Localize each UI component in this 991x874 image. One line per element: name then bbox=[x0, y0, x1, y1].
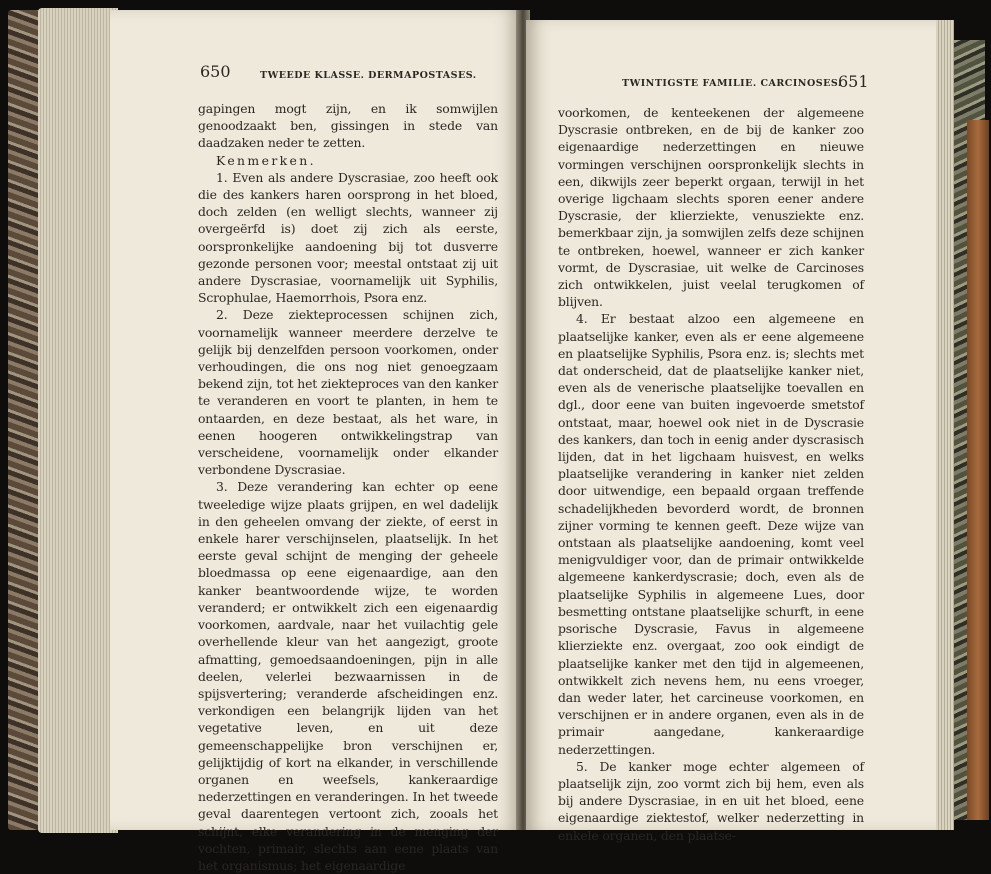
page-edges-left bbox=[38, 8, 118, 833]
right-page bbox=[526, 20, 936, 843]
paragraph: gapingen mogt zijn, en ik somwijlen genoodzaakt ben, gissingen in stede van daadzaken neder te zetten. bbox=[198, 101, 498, 151]
paragraph: 3. Deze verandering kan echter op eene tweeledige wijze plaats grijpen, en wel dadelijk in den geheelen omvang der ziekte, of eerst in enkele harer verschijnselen, plaatselijk. In het eerste geval schijnt de menging der geheele bloedmassa op eene eigenaardige, aan den kanker beantwoordende wijze, te worden veranderd; er ontwikkelt zich een eigenaardig voorkomen, aardvale, naar het vuilachtig gele overhellende kleur van het aangezigt, groote afmatting, gemoedsaandoeningen, pijn in alle deelen, velerlei bezwaarnissen in de spijsvertering; veranderde afscheidingen enz. verkondigen een belangrijk lijden van het vegetative leven, en uit deze gemeenschappelijke bron verschijnen er, gelijktijdig of kort na elkander, in verschillende organen en weefsels, kankeraardige nederzettingen en veranderingen. In het tweede geval daarentegen vertoont zich, zooals het schijnt, elke verandering in de menging der vochten, primair, slechts aan eene plaats van het organismus; het eigenaardige bbox=[198, 479, 498, 873]
page-number: 651 bbox=[838, 72, 869, 91]
left-page bbox=[110, 10, 520, 873]
paragraph: 2. Deze ziekteprocessen schijnen zich, voornamelijk wanneer meerdere derzelve te gelijk bij denzelfden persoon voorkomen, onder verhoudingen, die ons nog niet genoegzaam bekend zijn, tot het ziekteproces van den kanker te veranderen en voort te planten, in hem te ontaarden, en deze bestaat, als het ware, in eenen hoogeren ontwikkelingstrap van verscheidene, voornamelijk onder elkander verbondene Dyscrasiae. bbox=[198, 307, 498, 478]
paragraph: 5. De kanker moge echter algemeen of plaatselijk zijn, zoo vormt zich bij hem, even als bij andere Dyscrasiae, in en uit het bloed, eene eigenaardige ziektestof, welker nederzetting in enkele organen, den plaatse- bbox=[558, 758, 864, 843]
body-text bbox=[198, 100, 498, 874]
section-heading: Kenmerken. bbox=[216, 152, 317, 168]
leather-spine bbox=[967, 120, 989, 820]
body-text bbox=[558, 104, 864, 844]
paragraph: 1. Even als andere Dyscrasiae, zoo heeft ook die des kankers haren oorsprong in het bloed, doch zelden (en welligt slechts, wanneer zij overgeërfd is) doet zij zich als eerste, oorspronkelijke aandoening bij tot dusverre gezonde personen voor; meestal ontstaat zij uit andere Dyscrasiae, voornamelijk uit Syphilis, Scrophulae, Haemorrhois, Psora enz. bbox=[198, 169, 498, 306]
paragraph: 4. Er bestaat alzoo een algemeene en plaatselijke kanker, even als er eene algemeene en plaatselijke Syphilis, Psora enz. is; slechts met dat onderscheid, dat de plaatselijke kanker niet, even als de venerische plaatselijke toevallen en dgl., door eene van buiten ingevoerde smetstof ontstaat, maar, hoewel ook niet in de Dyscrasie des kankers, dan toch in eenig ander dyscrasisch lijden, dat in het ligchaam huisvest, en welks plaatselijke verandering in kanker niet zelden door uitwendige, een bepaald orgaan treffende schadelijkheden bevorderd wordt, de bronnen zijner vorming te kennen geeft. Deze wijze van ontstaan als plaatselijke aandoening, komt veel menigvuldiger voor, dan de primair ontwikkelde algemeene kankerdyscrasie; doch, even als de plaatselijke Syphilis in algemeene Lues, door besmetting ontstane plaatselijke schurft, in eene psorische Dyscrasie, Favus in algemeene klierziekte enz. overgaat, zoo ook eindigt de plaatselijke kanker met den tijd in algemeenen, ontwikkelt zich nevens hem, nu eens vroeger, dan weder later, het carcineuse voorkomen, en verschijnen er in andere organen, even als in de primair aangedane, kankeraardige nederzettingen. bbox=[558, 311, 864, 757]
page-number: 650 bbox=[200, 62, 231, 81]
running-head: TWEEDE KLASSE. DERMAPOSTASES. bbox=[260, 70, 477, 81]
paragraph: voorkomen, de kenteekenen der algemeene Dyscrasie ontbreken, en de bij de kanker zoo eigenaardige nederzettingen en nieuwe vormingen verschijnen oorspronkelijk slechts in een, dikwijls zeer beperkt orgaan, terwijl in het overige ligchaam slechts sporen eener andere Dyscrasie, der klierziekte, venusziekte enz. bemerkbaar zijn, ja somwijlen zelfs deze schijnen te ontbreken, hoewel, wanneer er zich kanker vormt, de Dyscrasiae, uit welke de Carcinoses zich ontwikkelen, juist veelal terugkomen of blijven. bbox=[558, 105, 864, 310]
running-head: TWINTIGSTE FAMILIE. CARCINOSES. bbox=[622, 78, 842, 89]
